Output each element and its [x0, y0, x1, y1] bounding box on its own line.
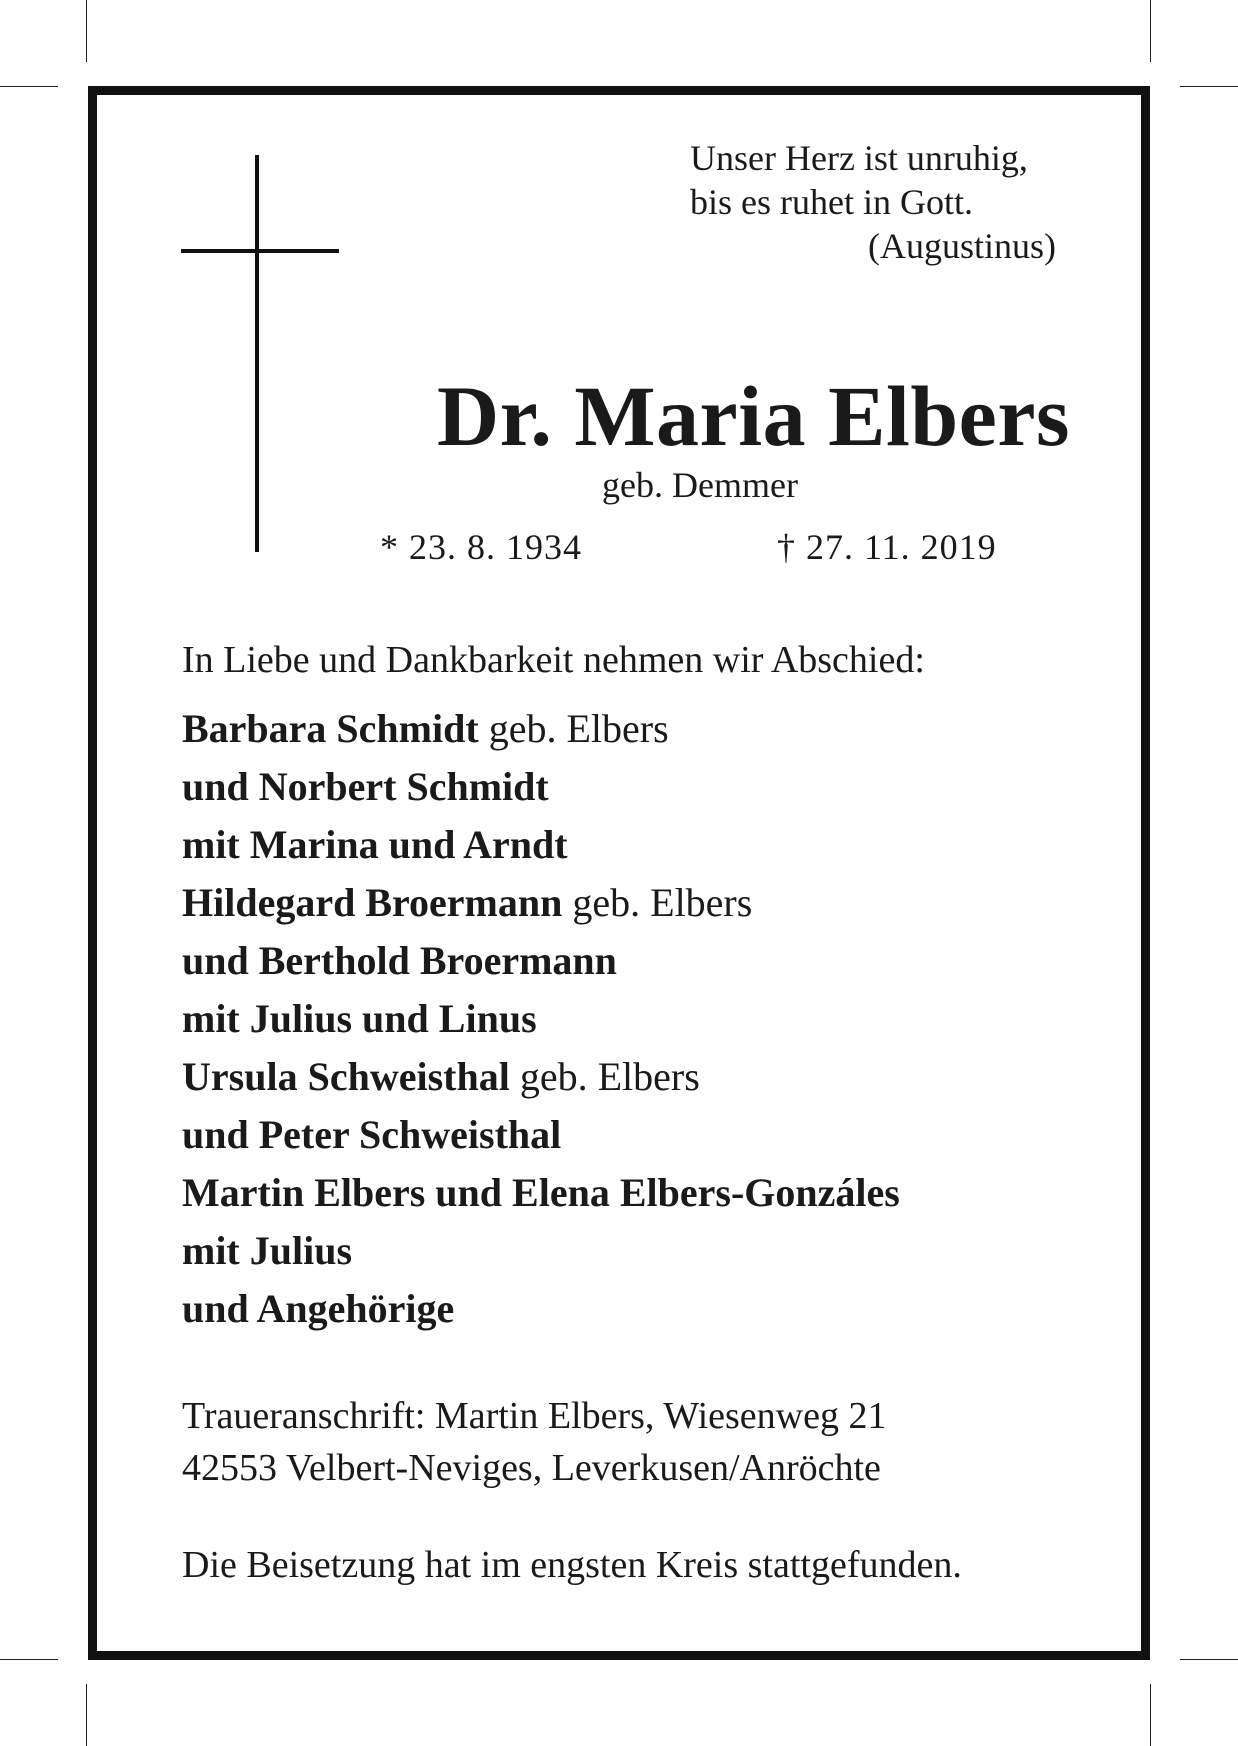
farewell-intro: In Liebe und Dankbarkeit nehmen wir Abschied:	[182, 639, 925, 681]
mourner-line	[182, 1222, 900, 1280]
mourners-list	[182, 700, 900, 1338]
mourner-name: Barbara Schmidt	[182, 706, 479, 751]
crop-mark-right-top	[1180, 86, 1238, 87]
mourner-line	[182, 700, 900, 758]
crop-mark-bottom-right	[1150, 1684, 1151, 1746]
mourner-line	[182, 990, 900, 1048]
mourner-name: Ursula Schweisthal	[182, 1054, 510, 1099]
address-line-1: Traueranschrift: Martin Elbers, Wiesenweg 21	[182, 1395, 887, 1437]
mourner-name: und Peter Schweisthal	[182, 1112, 562, 1157]
mourner-line	[182, 816, 900, 874]
mourner-line	[182, 1164, 900, 1222]
crop-mark-left-bottom	[0, 1659, 58, 1660]
crop-mark-left-top	[0, 86, 58, 87]
deceased-name: Dr. Maria Elbers	[436, 368, 1070, 464]
mourner-line	[182, 1106, 900, 1164]
cross-icon-horizontal	[181, 249, 339, 253]
mourner-line	[182, 1280, 900, 1338]
cross-icon-vertical	[255, 155, 259, 552]
birth-name: geb. Demmer	[602, 465, 798, 505]
mourner-name: und Berthold Broermann	[182, 938, 617, 983]
mourner-name: mit Julius und Linus	[182, 996, 537, 1041]
crop-mark-top-left	[86, 0, 87, 62]
mourner-birth-name: geb. Elbers	[562, 880, 753, 925]
mourner-line	[182, 758, 900, 816]
quote-line-1: Unser Herz ist unruhig,	[690, 138, 1028, 178]
mourner-name: mit Julius	[182, 1228, 353, 1273]
mourner-line	[182, 1048, 900, 1106]
crop-mark-right-bottom	[1180, 1659, 1238, 1660]
mourner-name: und Norbert Schmidt	[182, 764, 549, 809]
mourner-line	[182, 932, 900, 990]
mourner-name: mit Marina und Arndt	[182, 822, 568, 867]
mourning-address	[182, 1390, 886, 1494]
quote	[690, 136, 1070, 268]
crop-mark-top-right	[1150, 0, 1151, 62]
death-date: † 27. 11. 2019	[777, 527, 997, 567]
mourner-birth-name: geb. Elbers	[478, 706, 669, 751]
birth-date: * 23. 8. 1934	[380, 527, 582, 567]
crop-mark-bottom-left	[86, 1684, 87, 1746]
mourner-line	[182, 874, 900, 932]
burial-note: Die Beisetzung hat im engsten Kreis stattgefunden.	[182, 1544, 962, 1586]
quote-author: (Augustinus)	[868, 226, 1056, 266]
mourner-name: Hildegard Broermann	[182, 880, 563, 925]
address-line-2: 42553 Velbert-Neviges, Leverkusen/Anröchte	[182, 1447, 881, 1489]
quote-line-2: bis es ruhet in Gott.	[690, 182, 973, 222]
mourner-name: Martin Elbers und Elena Elbers-Gonzáles	[182, 1170, 900, 1215]
mourner-birth-name: geb. Elbers	[509, 1054, 700, 1099]
mourner-name: und Angehörige	[182, 1286, 455, 1331]
